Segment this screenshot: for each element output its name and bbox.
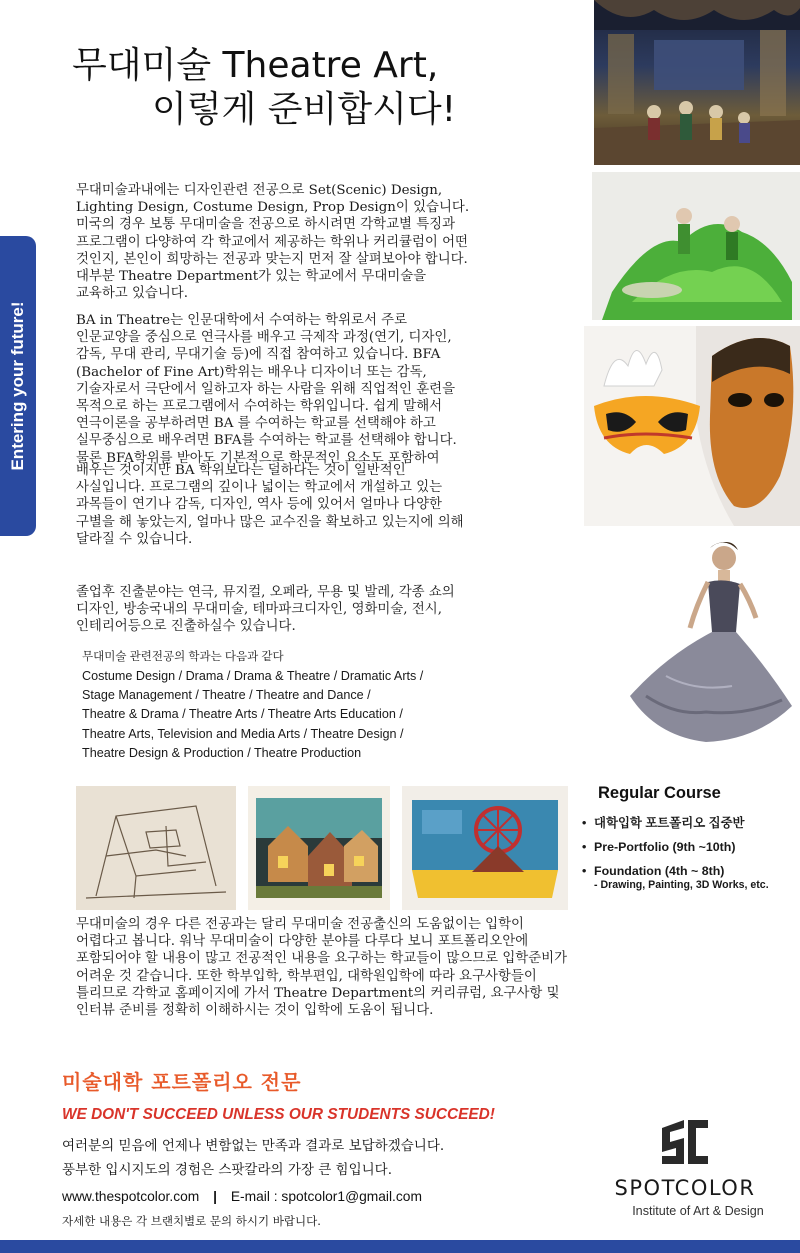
logo-name: SPOTCOLOR [614, 1176, 756, 1200]
course-item: • 대학입학 포트폴리오 집중반 [582, 811, 800, 835]
masks-photo [584, 326, 800, 526]
majors-line: Theatre Design & Production / Theatre Production [82, 745, 362, 760]
text-line: 사실입니다. 프로그램의 깊이나 넓이는 학교에서 개설하고 있는 [76, 480, 443, 496]
majors-line: Theatre & Drama / Theatre Arts / Theatre Arts Education / [82, 707, 403, 722]
text-line: 졸업후 진출분야는 연극, 뮤지컬, 오페라, 무용 및 발레, 각종 쇼의 [76, 585, 455, 600]
text-line: 틀리므로 각학교 홈페이지에 가서 Theatre Department의 커리큐럼, 요구사항 및 [76, 985, 560, 1001]
trust-line: 풍부한 입시지도의 경험은 스팟칼라의 가장 큰 힘입니다. [62, 1162, 392, 1178]
majors-line: Costume Design / Drama / Drama & Theatre / Dramatic Arts / [82, 669, 424, 683]
course-item: • Pre-Portfolio (9th ~10th) [582, 835, 800, 859]
text-line: Lighting Design, Costume Design, Prop Design이 있습니다. [76, 200, 470, 216]
text-line: 물론 BFA학위를 받아도 기본적으로 학문적인 요소도 포함하여 [76, 450, 440, 466]
contact-line [62, 1189, 422, 1204]
text-line: 대부분 Theatre Department가 있는 학교에서 무대미술을 [76, 269, 427, 285]
text-line: 프로그램이 다양하여 각 학교에서 제공하는 학위나 커리큘럼이 어떤 [76, 234, 468, 250]
slogan: WE DON'T SUCCEED UNLESS OUR STUDENTS SUCCEED! [62, 1106, 495, 1123]
course-title: Regular Course [598, 784, 721, 802]
title-line-2: 이렇게 준비합시다! [152, 89, 457, 130]
majors-line: Stage Management / Theatre / Theatre and Dance / [82, 688, 371, 703]
text-line: 포함되어야 할 내용이 많고 전공적인 내용을 요구하는 학교들이 많으므로 입학준비가 [76, 951, 568, 967]
text-line: 달라질 수 있습니다. [76, 531, 193, 547]
trust-statement [62, 1134, 444, 1182]
paragraph-1 [76, 182, 576, 302]
majors-line: Theatre Arts, Television and Media Arts / Theatre Design / [82, 726, 404, 741]
text-line: BA in Theatre는 인문대학에서 수여하는 학위로서 주로 [76, 313, 408, 328]
paragraph-3 [76, 462, 576, 548]
title-line-1: 무대미술 Theatre Art, [72, 45, 439, 86]
branch-note: 자세한 내용은 각 브랜치별로 문의 하시기 바랍니다. [62, 1214, 321, 1228]
text-line: 어렵다고 봅니다. 워낙 무대미술이 다양한 분야를 다루다 보니 포트폴리오안에 [76, 934, 529, 950]
text-line: 구별을 해 놓았는지, 얼마나 많은 교수진을 확보하고 있는지에 의해 [76, 514, 464, 530]
green-costume-photo [592, 172, 800, 320]
course-item: • Foundation (4th ~ 8th) [582, 859, 800, 883]
text-line: 감독, 무대 관리, 무대기술 등)에 직접 참여하고 있습니다. BFA [76, 347, 441, 363]
majors-list [82, 648, 562, 763]
page-title [72, 44, 592, 132]
paragraph-4 [76, 584, 576, 636]
wheel-set-model [402, 786, 568, 910]
text-line: 인문교양을 중심으로 연극사를 배우고 극제작 과정(연기, 디자인, [76, 330, 452, 346]
paragraph-5 [76, 916, 716, 1019]
text-line: 인터뷰 준비를 정확히 이해하시는 것이 입학에 도움이 됩니다. [76, 1003, 434, 1019]
text-line: 무대미술의 경우 다른 전공과는 달리 무대미술 전공출신의 도움없이는 입학이 [76, 917, 524, 932]
trust-line: 여러분의 믿음에 언제나 변함없는 만족과 결과로 보답하겠습니다. [62, 1138, 445, 1154]
text-line: 목적으로 하는 프로그램에서 수여하는 학위입니다. 쉽게 말해서 [76, 399, 443, 415]
text-line: (Bachelor of Fine Art)학위는 배우나 디자이너 또는 감독, [76, 364, 427, 380]
village-set-painting [248, 786, 390, 910]
text-line: 과목들이 연기나 감독, 디자인, 역사 등에 있어서 얼마나 다양한 [76, 497, 442, 513]
text-line: 실무중심으로 배우려면 BFA를 수여하는 학교를 선택해야 합니다. [76, 433, 457, 449]
pencil-set-sketch [76, 786, 236, 910]
paragraph-2 [76, 312, 576, 467]
side-tab-label: Entering your future! [8, 301, 27, 471]
text-line: 것인지, 본인이 희망하는 전공과 맞는지 먼저 잘 살펴보아야 합니다. [76, 251, 468, 267]
spotcolor-logo [588, 1118, 788, 1222]
contact-separator: | [213, 1189, 217, 1204]
website-link[interactable]: www.thespotcolor.com [62, 1189, 200, 1204]
text-line: 배우는 것이지만 BA 학위보다는 덜하다는 것이 일반적인 [76, 463, 406, 478]
text-line: 기술자로서 극단에서 일하고자 하는 사람을 위해 직업적인 훈련을 [76, 381, 456, 397]
stage-photo [594, 0, 800, 165]
spotcolor-logo-icon [658, 1118, 712, 1166]
bottom-bar [0, 1240, 800, 1253]
text-line: 교육하고 있습니다. [76, 286, 188, 302]
logo-subtitle: Institute of Art & Design [632, 1204, 764, 1218]
art-portfolio-heading: 미술대학 포트폴리오 전문 [62, 1070, 302, 1094]
text-line: 연극이론을 공부하려면 BA 를 수여하는 학교를 선택해야 하고 [76, 416, 436, 432]
email-link[interactable]: E-mail : spotcolor1@gmail.com [230, 1189, 422, 1204]
text-line: 미국의 경우 보통 무대미술을 전공으로 하시려면 각학교별 특징과 [76, 217, 456, 233]
text-line: 인테리어등으로 진출하실수 있습니다. [76, 619, 296, 635]
regular-course [582, 784, 800, 891]
majors-heading: 무대미술 관련전공의 학과는 다음과 같다 [82, 651, 284, 663]
side-tab [0, 236, 36, 536]
text-line: 어려운 것 같습니다. 또한 학부입학, 학부편입, 대학원입학에 따라 요구사항들이 [76, 968, 537, 984]
dress-sketch [606, 536, 800, 756]
text-line: 디자인, 방송국내의 무대미술, 테마파크디자인, 영화미술, 전시, [76, 602, 442, 618]
text-line: 무대미술과내에는 디자인관련 전공으로 Set(Scenic) Design, [76, 183, 443, 198]
course-sub-item: - Drawing, Painting, 3D Works, etc. [594, 879, 769, 891]
